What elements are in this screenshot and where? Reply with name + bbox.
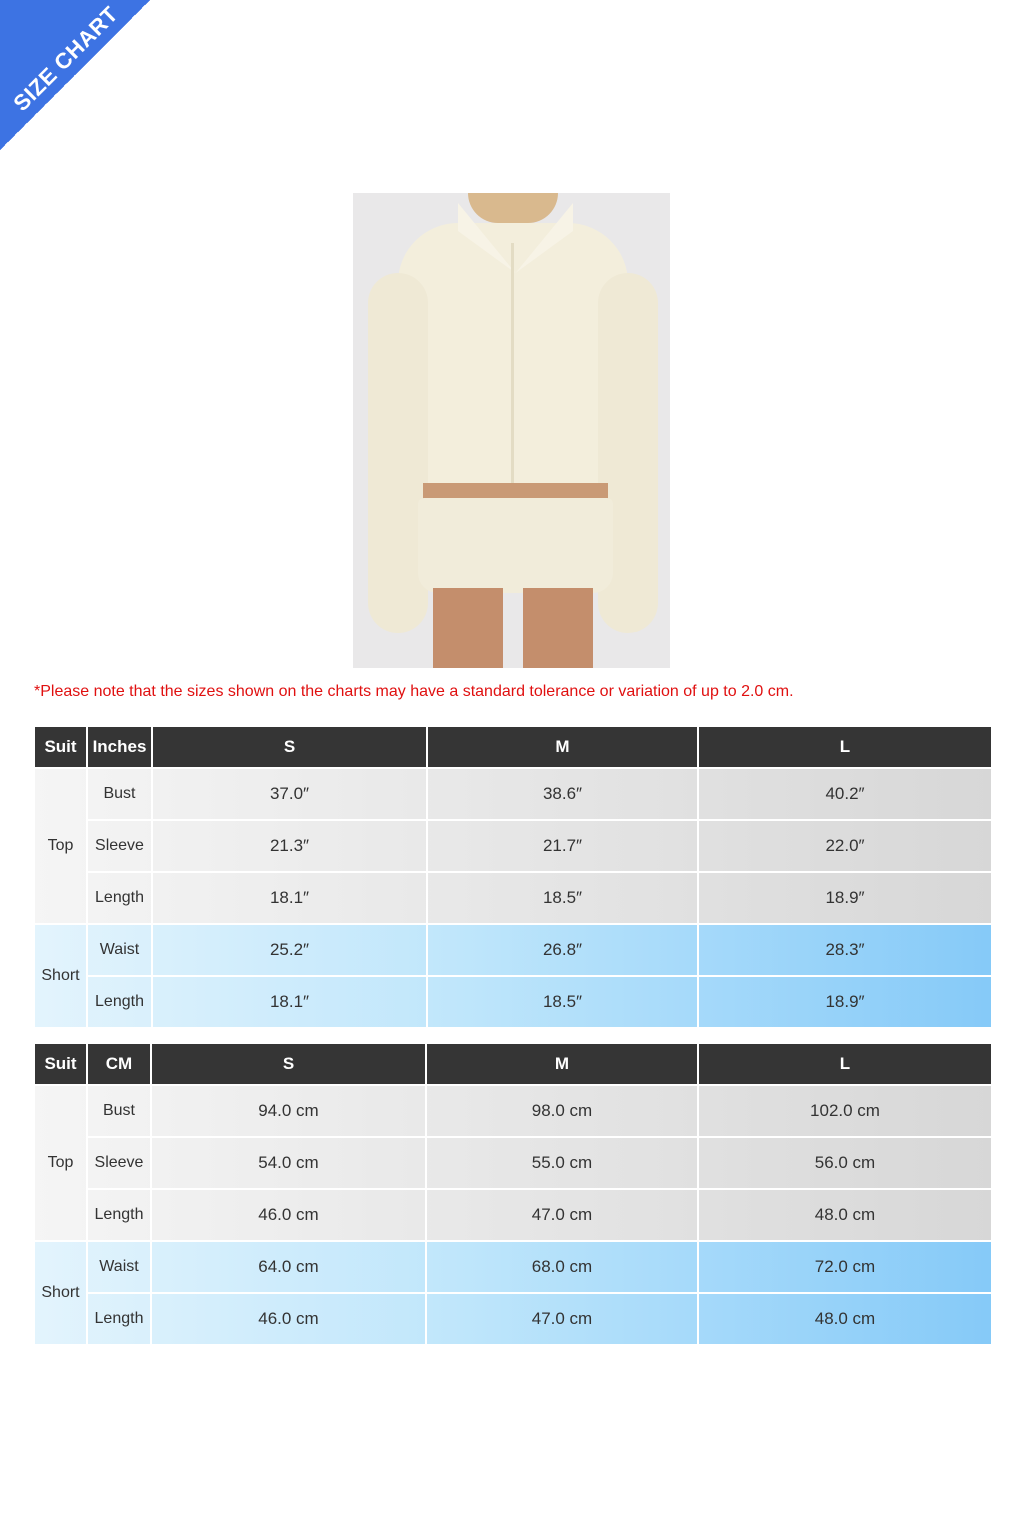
cell: 18.5″ [427,976,698,1028]
cell: 18.5″ [427,872,698,924]
col-header: L [698,726,992,768]
cell: 64.0 cm [151,1241,426,1293]
size-table-inches [33,725,993,1029]
cell: 56.0 cm [698,1137,992,1189]
table-row [34,1085,992,1137]
header-row [34,726,992,768]
cell: 68.0 cm [426,1241,698,1293]
col-header: Suit [34,726,87,768]
measure-label: Length [87,1189,151,1241]
measure-label: Bust [87,1085,151,1137]
size-table-cm [33,1042,993,1346]
col-header: L [698,1043,992,1085]
cell: 98.0 cm [426,1085,698,1137]
cell: 21.7″ [427,820,698,872]
cell: 72.0 cm [698,1241,992,1293]
cell: 48.0 cm [698,1189,992,1241]
header-row [34,1043,992,1085]
col-header: Inches [87,726,152,768]
cell: 38.6″ [427,768,698,820]
table-row [34,1293,992,1345]
measure-label: Length [87,1293,151,1345]
col-header: S [152,726,427,768]
cell: 46.0 cm [151,1293,426,1345]
measure-label: Sleeve [87,1137,151,1189]
cell: 102.0 cm [698,1085,992,1137]
table-row [34,872,992,924]
table-row [34,976,992,1028]
cell: 21.3″ [152,820,427,872]
size-chart-badge [0,0,150,150]
table-row [34,768,992,820]
measure-label: Length [87,976,152,1028]
table-row [34,1137,992,1189]
measure-label: Length [87,872,152,924]
cell: 37.0″ [152,768,427,820]
cell: 18.9″ [698,872,992,924]
group-label: Top [34,768,87,924]
cell: 40.2″ [698,768,992,820]
cell: 55.0 cm [426,1137,698,1189]
table-row [34,820,992,872]
cell: 47.0 cm [426,1293,698,1345]
table-row [34,1241,992,1293]
cell: 26.8″ [427,924,698,976]
group-label: Top [34,1085,87,1241]
group-label: Short [34,1241,87,1345]
measure-label: Waist [87,924,152,976]
col-header: S [151,1043,426,1085]
cell: 54.0 cm [151,1137,426,1189]
col-header: M [427,726,698,768]
product-photo [353,193,670,668]
measure-label: Bust [87,768,152,820]
cell: 46.0 cm [151,1189,426,1241]
cell: 28.3″ [698,924,992,976]
cell: 18.9″ [698,976,992,1028]
cell: 48.0 cm [698,1293,992,1345]
group-label: Short [34,924,87,1028]
table-row [34,1189,992,1241]
col-header: M [426,1043,698,1085]
tolerance-note: *Please note that the sizes shown on the charts may have a standard tolerance or variation of up to 2.0 cm. [34,683,794,700]
col-header: CM [87,1043,151,1085]
cell: 25.2″ [152,924,427,976]
cell: 94.0 cm [151,1085,426,1137]
cell: 18.1″ [152,976,427,1028]
col-header: Suit [34,1043,87,1085]
measure-label: Waist [87,1241,151,1293]
badge-text: SIZE CHART [8,1,123,116]
table-row [34,924,992,976]
cell: 47.0 cm [426,1189,698,1241]
cell: 22.0″ [698,820,992,872]
cell: 18.1″ [152,872,427,924]
measure-label: Sleeve [87,820,152,872]
